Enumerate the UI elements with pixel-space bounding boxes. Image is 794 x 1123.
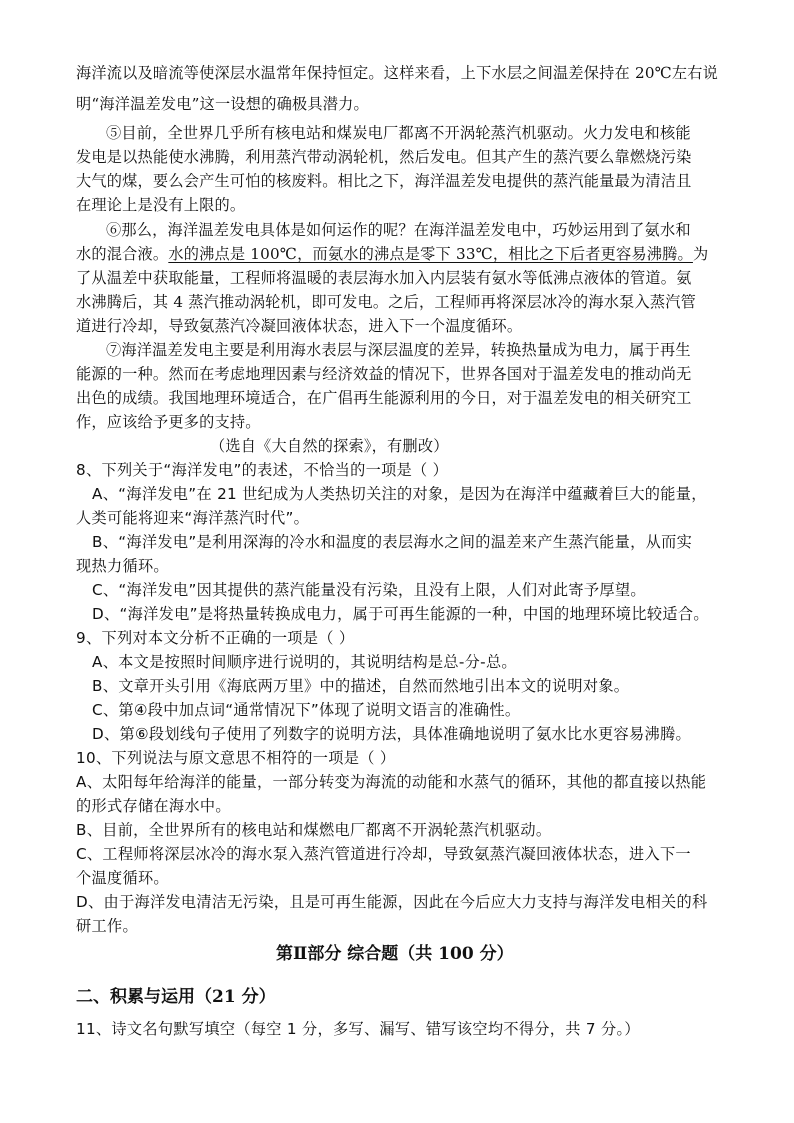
passage-line: 海洋流以及暗流等使深层水温常年保持恒定。这样来看，上下水层之间温差保持在 20℃左右说 <box>76 64 719 82</box>
question-8-option-d: D、“海洋发电”是将热量转换成电力，属于可再生能源的一种，中国的地理环境比较适合。 <box>92 605 709 623</box>
section-2-title: 二、积累与运用（21 分） <box>76 987 276 1007</box>
passage-line: 水沸腾后，其 4 蒸汽推动涡轮机，即可发电。之后，工程师再将深层冰冷的海水泵入蒸汽管 <box>76 293 697 311</box>
question-10-option-a: A、太阳每年给海洋的能量，一部分转变为海流的动能和水蒸气的循环，其他的都直接以热能 <box>76 773 707 791</box>
question-8-option-a: A、“海洋发电”在 21 世纪成为人类热切关注的对象，是因为在海洋中蕴藏着巨大的能量， <box>92 485 707 503</box>
question-11-stem: 11、诗文名句默写填空（每空 1 分，多写、漏写、错写该空均不得分，共 7 分。） <box>76 1020 640 1038</box>
question-9-option-d: D、第⑥段划线句子使用了列数字的说明方法，具体准确地说明了氨水比水更容易沸腾。 <box>92 725 691 743</box>
question-10-option-d: D、由于海洋发电清洁无污染，且是可再生能源，因此在今后应大力支持与海洋发电相关的科 <box>76 893 708 911</box>
passage-line: 作，应该给予更多的支持。 <box>76 413 261 431</box>
passage-line: 了从温差中获取能量，工程师将温暖的表层海水加入内层装有氨水等低沸点液体的管道。氨 <box>76 269 692 287</box>
part-2-title: 第Ⅱ部分 综合题（共 100 分） <box>276 944 514 964</box>
passage-line: 道进行冷却，导致氨蒸汽冷凝回液体状态，进入下一个温度循环。 <box>76 317 523 335</box>
passage-line: 能源的一种。然而在考虑地理因素与经济效益的情况下，世界各国对于温差发电的推动尚无 <box>76 365 692 383</box>
passage-source: （选自《大自然的探索》，有删改） <box>210 437 449 455</box>
passage-line <box>76 242 708 266</box>
passage-text: 水的混合液。 <box>76 245 169 263</box>
question-10-option-c-cont: 个温度循环。 <box>76 869 169 887</box>
passage-line: 明“海洋温差发电”这一设想的确极具潜力。 <box>76 95 369 113</box>
passage-text: 为 <box>692 245 709 263</box>
question-8-option-b: B、“海洋发电”是利用深海的冷水和温度的表层海水之间的温差来产生蒸汽能量，从而实 <box>92 533 693 551</box>
passage-line: 在理论上是没有上限的。 <box>76 196 246 214</box>
question-10-option-b: B、目前，全世界所有的核电站和煤燃电厂都离不开涡轮蒸汽机驱动。 <box>76 821 552 839</box>
passage-line: 大气的煤，要么会产生可怕的核废料。相比之下，海洋温差发电提供的蒸汽能量最为清洁且 <box>76 172 692 190</box>
passage-line: 出色的成绩。我国地理环境适合，在广倡再生能源利用的今日，对于温差发电的相关研究工 <box>76 389 692 407</box>
question-8-option-b-cont: 现热力循环。 <box>76 557 169 575</box>
passage-paragraph-7: ⑦海洋温差发电主要是利用海水表层与深层温度的差异，转换热量成为电力，属于再生 <box>106 341 691 359</box>
question-10-stem: 10、下列说法与原文意思不相符的一项是（ ） <box>76 749 396 767</box>
underlined-sentence: 水的沸点是 100℃，而氨水的沸点是零下 33℃，相比之下后者更容易沸腾。 <box>168 245 693 263</box>
passage-line: 发电是以热能使水沸腾，利用蒸汽带动涡轮机，然后发电。但其产生的蒸汽要么靠燃烧污染 <box>76 148 692 166</box>
question-8-option-c: C、“海洋发电”因其提供的蒸汽能量没有污染，且没有上限，人们对此寄予厚望。 <box>92 581 646 599</box>
question-10-option-d-cont: 研工作。 <box>76 917 138 935</box>
question-10-option-c: C、工程师将深层冰冷的海水泵入蒸汽管道进行冷却，导致氨蒸汽凝回液体状态，进入下一 <box>76 845 691 863</box>
question-10-option-a-cont: 的形式存储在海水中。 <box>76 797 231 815</box>
question-9-option-a: A、本文是按照时间顺序进行说明的，其说明结构是总-分-总。 <box>92 653 517 671</box>
passage-paragraph-6: ⑥那么，海洋温差发电具体是如何运作的呢？在海洋温差发电中，巧妙运用到了氨水和 <box>106 221 691 239</box>
passage-paragraph-5: ⑤目前，全世界几乎所有核电站和煤炭电厂都离不开涡轮蒸汽机驱动。火力发电和核能 <box>106 124 691 142</box>
question-9-option-b: B、文章开头引用《海底两万里》中的描述，自然而然地引出本文的说明对象。 <box>92 677 630 695</box>
question-9-stem: 9、下列对本文分析不正确的一项是（ ） <box>76 629 355 647</box>
question-8-option-a-cont: 人类可能将迎来“海洋蒸汽时代”。 <box>76 509 310 527</box>
question-9-option-c: C、第④段中加点词“通常情况下”体现了说明文语言的准确性。 <box>92 701 521 719</box>
question-8-stem: 8、下列关于“海洋发电”的表述，不恰当的一项是（ ） <box>76 461 449 479</box>
